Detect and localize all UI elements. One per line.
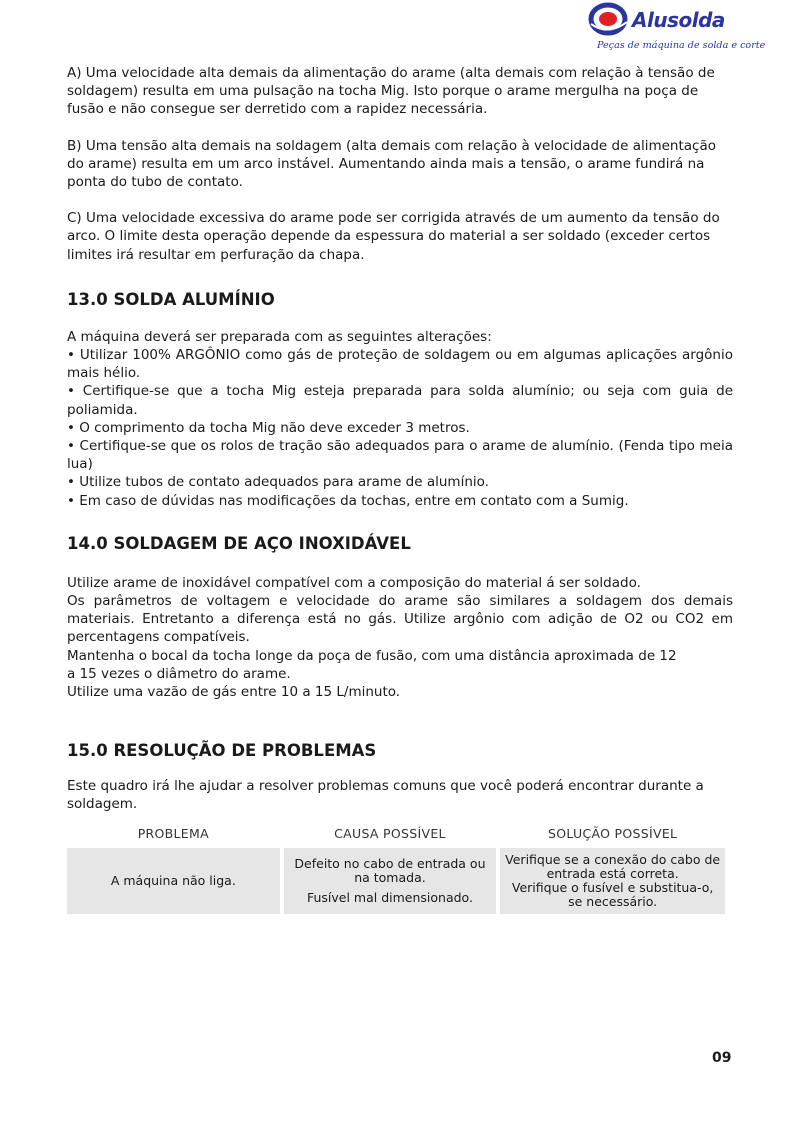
section-14-line: Utilize arame de inoxidável compatível com a composição do material á ser soldado.: [67, 574, 641, 591]
section-14-line: Mantenha o bocal da tocha longe da poça de fusão, com uma distância aproximada de 12 a 15 vezes o diâmetro do arame.: [67, 647, 677, 682]
section-14-line: Os parâmetros de voltagem e velocidade do arame são similares a soldagem dos demais materiais. Entretanto a diferença está no gás. Utilize argônio com adição de O2 ou CO2 em percentagens compatíveis.: [67, 593, 733, 646]
list-item: • Utilize tubos de contato adequados para arame de alumínio.: [67, 474, 489, 491]
list-item: • Utilizar 100% ARGÔNIO como gás de proteção de soldagem ou em algumas aplicações argônio mais hélio.: [67, 347, 733, 382]
section-14-title: 14.0 SOLDAGEM DE AÇO INOXIDÁVEL: [67, 533, 411, 553]
alusolda-logo: [588, 2, 766, 58]
list-item: • Certifique-se que a tocha Mig esteja preparada para solda alumínio; ou seja com guia de poliamida.: [67, 383, 733, 418]
section-13-title: 13.0 SOLDA ALUMÍNIO: [67, 289, 275, 309]
table-row: [67, 848, 725, 914]
column-header-cause: CAUSA POSSÍVEL: [334, 826, 446, 842]
paragraph-b: B) Uma tensão alta demais na soldagem (alta demais com relação à velocidade de alimentação do arame) resulta em um arco instável. Aumentando ainda mais a tensão, o arame fundirá na ponta do tubo de contato.: [67, 137, 717, 191]
page-content: [67, 64, 733, 914]
paragraph-c: C) Uma velocidade excessiva do arame pode ser corrigida através de um aumento da tensão do arco. O limite desta operação depende da espessura do material a ser soldado (exceder certos limites irá resultar em perfuração da chapa.: [67, 210, 720, 263]
solution-line: Verifique o fusível e substitua-o, se necessário.: [511, 879, 714, 909]
page-number: 09: [712, 1050, 732, 1066]
section-14-line: Utilize uma vazão de gás entre 10 a 15 L/minuto.: [67, 684, 401, 701]
section-15-title: 15.0 RESOLUÇÃO DE PROBLEMAS: [67, 741, 377, 761]
troubleshooting-table: [63, 820, 729, 914]
column-header-solution: SOLUÇÃO POSSÍVEL: [548, 826, 678, 842]
cause-line: Fusível mal dimensionado.: [306, 889, 473, 905]
section-13-intro: A máquina deverá ser preparada com as seguintes alterações:: [67, 328, 492, 345]
cell-cause: [284, 848, 497, 914]
section-15-intro: Este quadro irá lhe ajudar a resolver problemas comuns que você poderá encontrar durante a soldagem.: [67, 778, 704, 813]
section-13-list: [67, 346, 733, 510]
list-item: • Certifique-se que os rolos de tração são adequados para o arame de alumínio. (Fenda tipo meia lua): [67, 438, 733, 473]
brand-name: Alusolda: [632, 8, 725, 32]
cause-line: Defeito no cabo de entrada ou na tomada.: [294, 855, 486, 885]
list-item: • O comprimento da tocha Mig não deve exceder 3 metros.: [67, 419, 470, 436]
cell-problem: A máquina não liga.: [67, 848, 280, 914]
column-header-problem: PROBLEMA: [137, 826, 209, 842]
paragraph-a: A) Uma velocidade alta demais da alimentação do arame (alta demais com relação à tensão de soldagem) resulta em uma pulsação na tocha Mig. Isto porque o arame mergulha na poça de fusão e não consegue ser derretido com a rapidez necessária.: [67, 65, 715, 118]
globe-logo-icon: [588, 2, 632, 38]
brand-tagline: Peças de máquina de solda e corte: [597, 40, 766, 51]
solution-line: Verifique se a conexão do cabo de entrada está correta.: [505, 851, 721, 881]
cell-solution: [500, 848, 725, 914]
list-item: • Em caso de dúvidas nas modificações da tochas, entre em contato com a Sumig.: [67, 492, 629, 509]
table-header-row: [67, 820, 725, 848]
